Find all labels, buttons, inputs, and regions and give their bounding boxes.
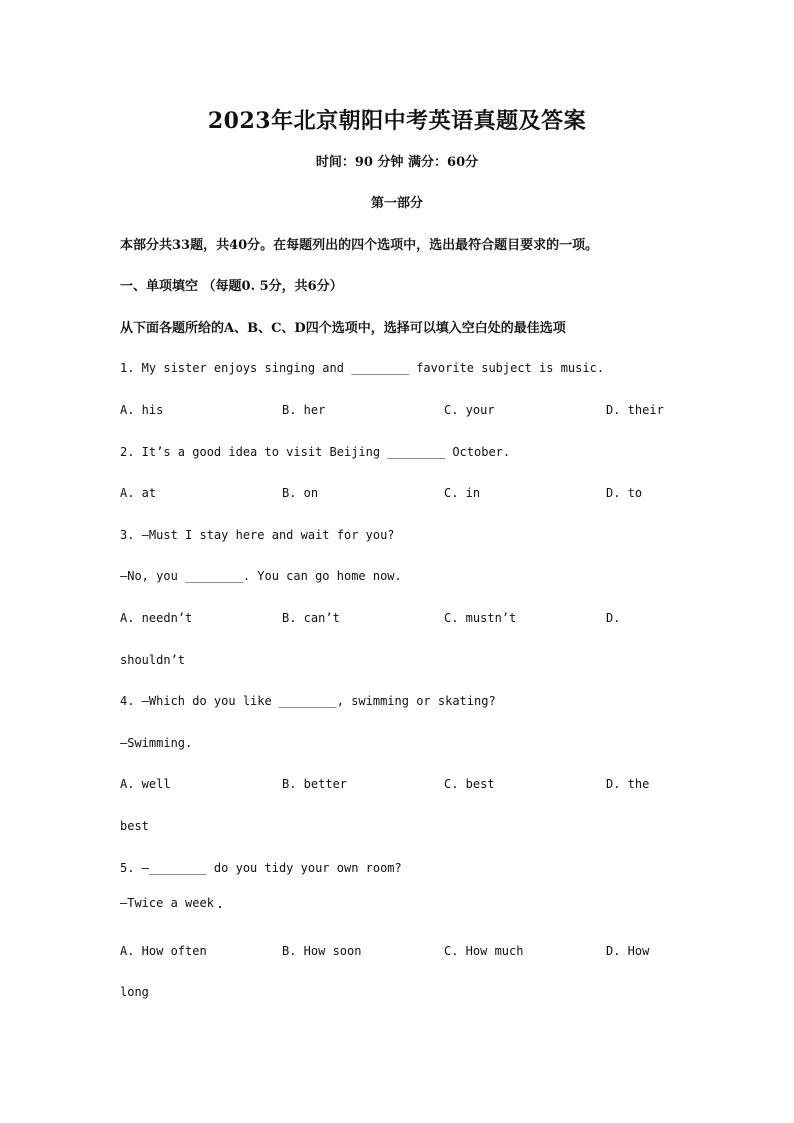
document-title: 2023年北京朝阳中考英语真题及答案	[207, 108, 587, 134]
option-b: B. better	[282, 777, 348, 791]
option-d: D. to	[606, 486, 643, 500]
stray-dot	[219, 906, 221, 908]
option-a: A. well	[120, 777, 171, 791]
option-c: C. mustn’t	[444, 611, 517, 625]
option-b: B. How soon	[282, 944, 362, 958]
question-stem: 3. —Must I stay here and wait for you?	[120, 528, 395, 542]
question-stem: 1. My sister enjoys singing and ________ favorite subject is music.	[120, 361, 605, 375]
option-b: B. on	[282, 486, 319, 500]
exam-info: 时间：90 分钟 满分：60分	[315, 155, 479, 170]
dialog-line: —No, you ________. You can go home now.	[120, 569, 402, 583]
option-c: C. in	[444, 486, 481, 500]
option-a: A. needn’t	[120, 611, 193, 625]
dialog-line: —Swimming.	[120, 736, 193, 750]
option-d-continuation: shouldn’t	[120, 653, 186, 667]
option-d: D. their	[606, 403, 664, 417]
option-a: A. his	[120, 403, 164, 417]
option-d: D.	[606, 611, 621, 625]
option-c: C. your	[444, 403, 495, 417]
question-stem: 5. —________ do you tidy your own room?	[120, 861, 402, 875]
option-c: C. How much	[444, 944, 524, 958]
option-a: A. How often	[120, 944, 207, 958]
option-d-continuation: best	[120, 819, 149, 833]
question-stem: 4. —Which do you like ________, swimming or skating?	[120, 694, 496, 708]
option-c: C. best	[444, 777, 495, 791]
option-d: D. How	[606, 944, 650, 958]
part-heading: 第一部分	[370, 196, 423, 211]
option-b: B. can’t	[282, 611, 340, 625]
option-a: A. at	[120, 486, 157, 500]
part-intro: 本部分共33题，共40分。在每题列出的四个选项中，选出最符合题目要求的一项。	[120, 238, 599, 253]
option-d-continuation: long	[120, 985, 149, 999]
option-d: D. the	[606, 777, 650, 791]
dialog-line: —Twice a week	[120, 896, 214, 910]
section-instruction: 从下面各题所给的A、B、C、D四个选项中，选择可以填入空白处的最佳选项	[120, 321, 566, 336]
question-stem: 2. It’s a good idea to visit Beijing ________ October.	[120, 445, 511, 459]
option-b: B. her	[282, 403, 326, 417]
section-heading: 一、单项填空 （每题0. 5分，共6分）	[120, 279, 343, 294]
